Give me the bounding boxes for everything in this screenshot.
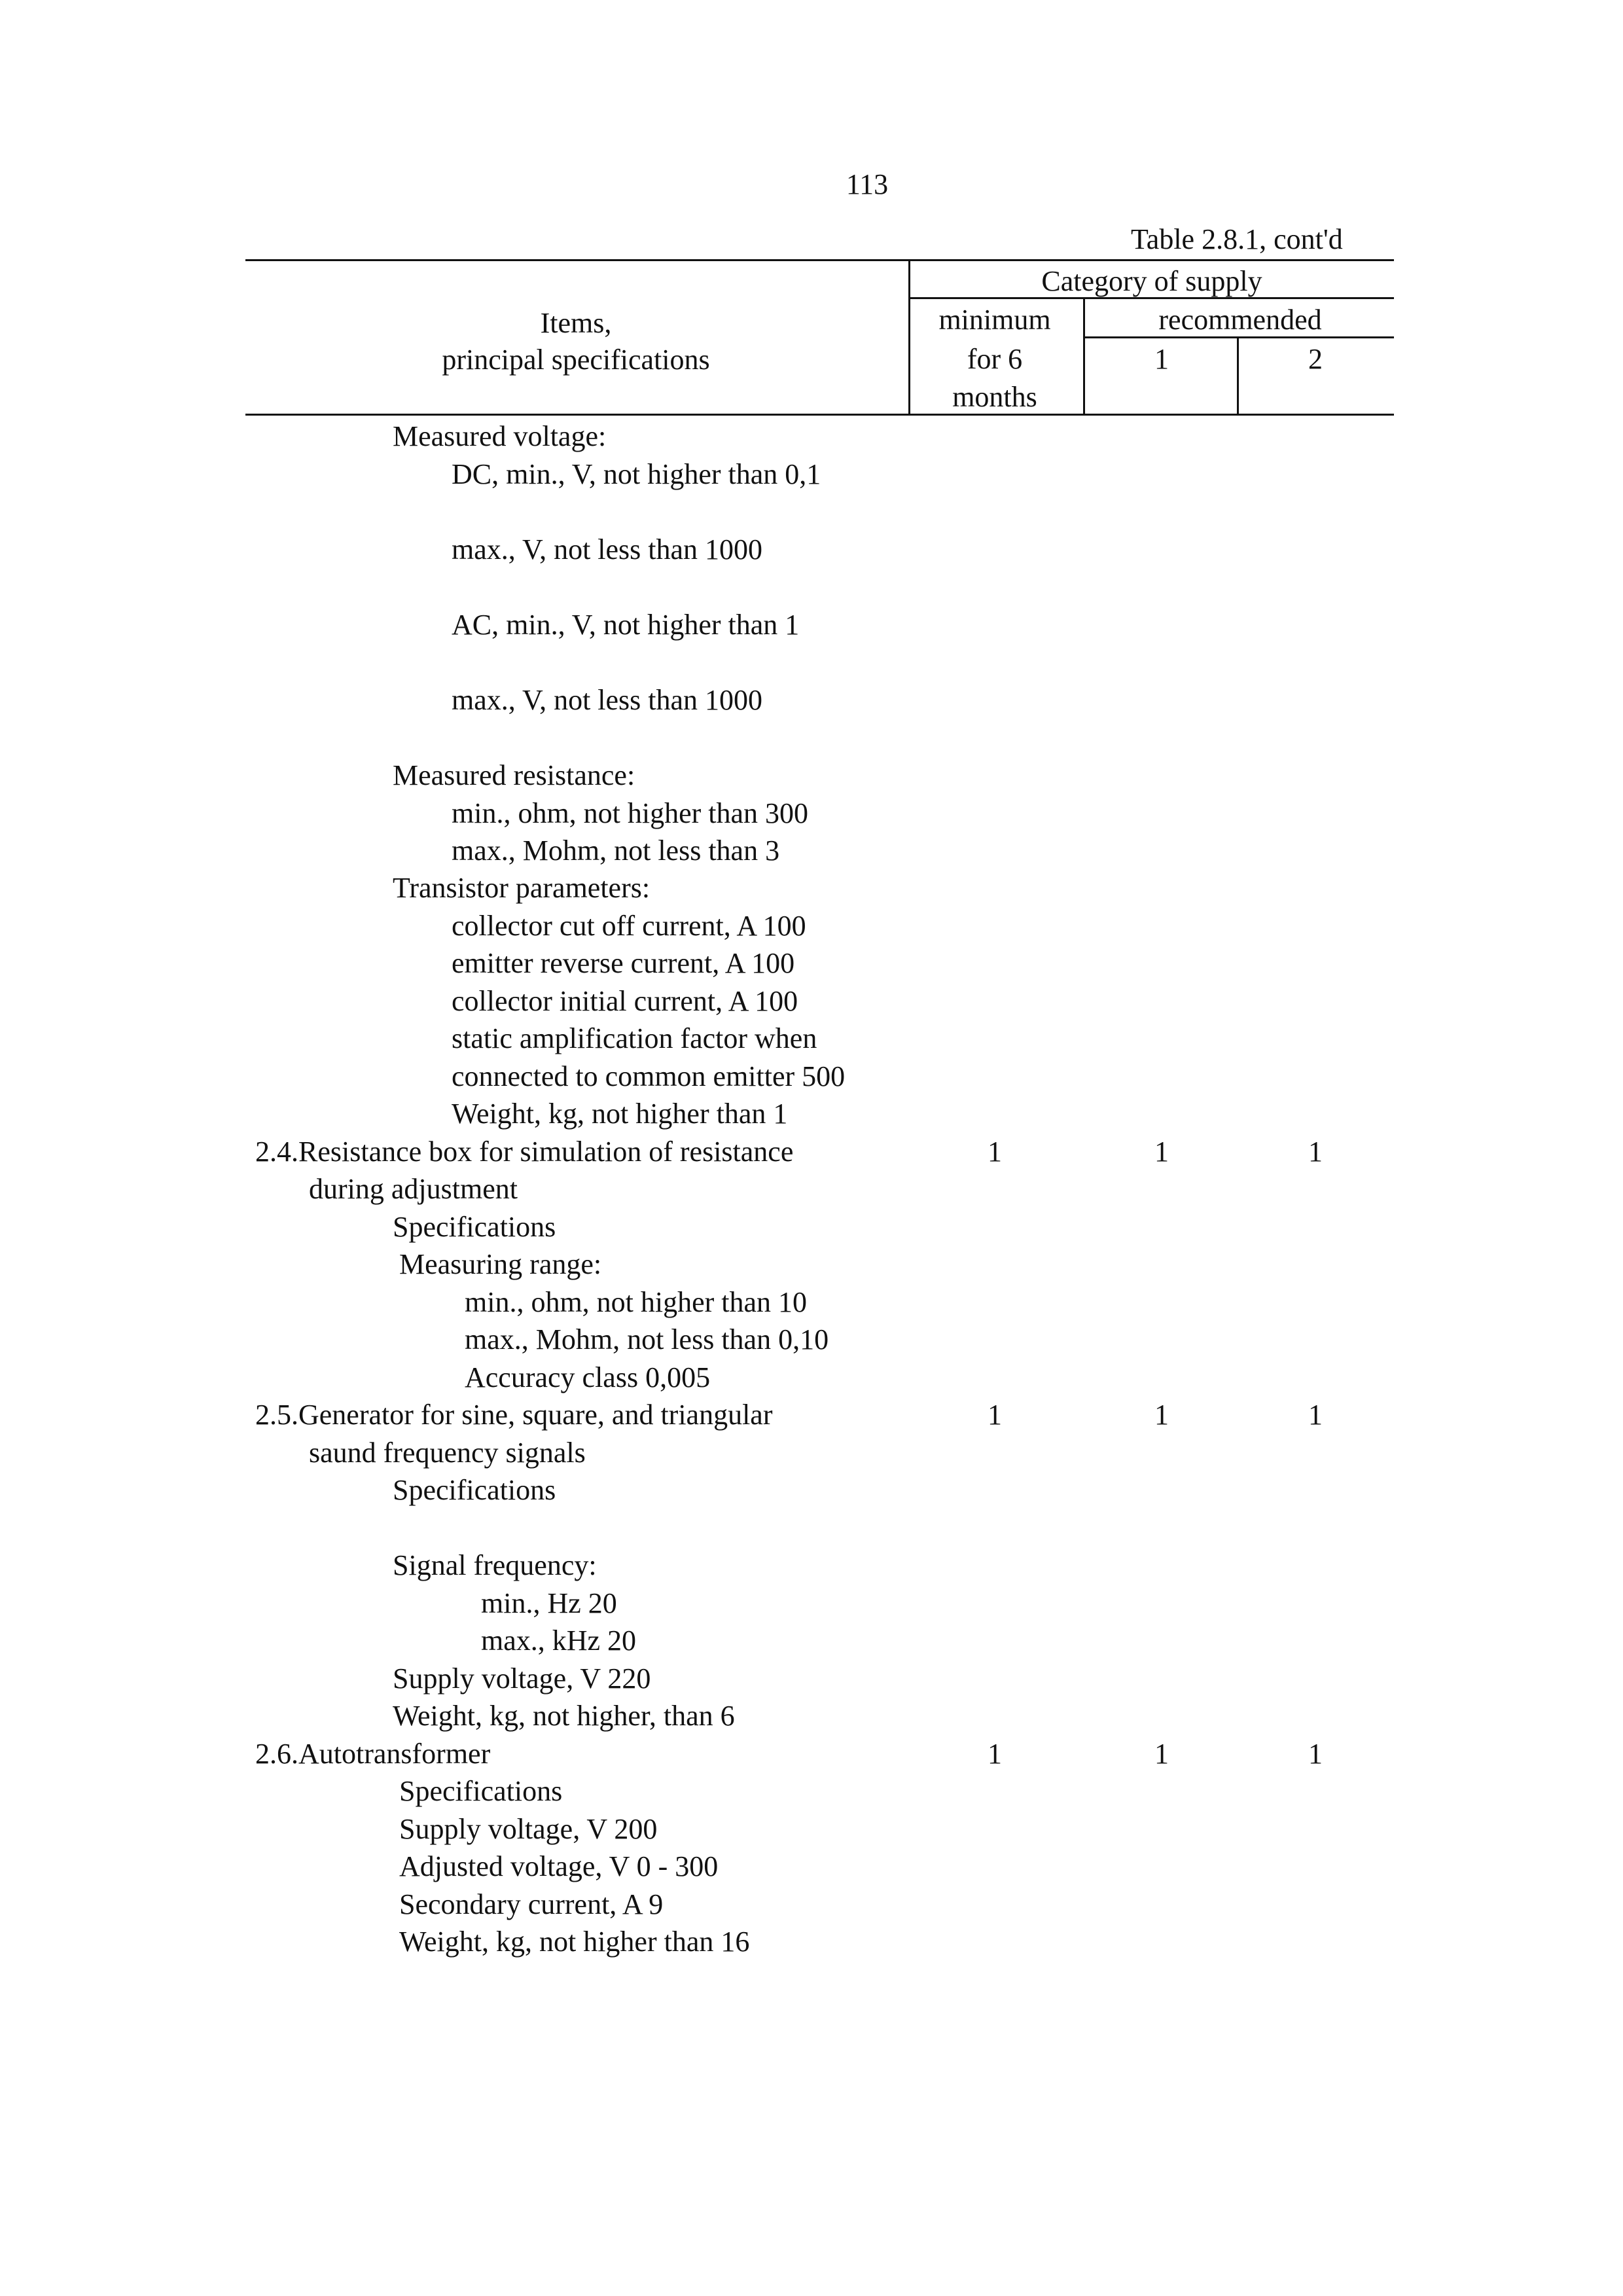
header-recommended-1: 1 — [1154, 343, 1169, 375]
category-rule — [908, 297, 1394, 299]
item-title-continued: during adjustment — [309, 1173, 518, 1205]
spec-line: static amplification factor when — [452, 1022, 817, 1054]
spec-line: min., Hz 20 — [481, 1587, 617, 1619]
spec-line: collector cut off current, A 100 — [452, 910, 806, 942]
section-label: Specifications — [399, 1775, 563, 1807]
minimum-column-divider — [1083, 297, 1085, 414]
header-minimum-line1: minimum — [938, 304, 1051, 336]
spec-line: AC, min., V, not higher than 1 — [452, 609, 800, 641]
spec-line: max., V, not less than 1000 — [452, 533, 763, 565]
spec-line: min., ohm, not higher than 300 — [452, 797, 809, 829]
table-caption: Table 2.8.1, cont'd — [1131, 223, 1343, 255]
spec-line: Adjusted voltage, V 0 - 300 — [399, 1850, 719, 1882]
spec-line: emitter reverse current, A 100 — [452, 947, 795, 979]
section-label: Specifications — [393, 1474, 556, 1506]
section-label: Measured resistance: — [393, 759, 635, 791]
spec-line: connected to common emitter 500 — [452, 1060, 846, 1092]
spec-line: max., V, not less than 1000 — [452, 684, 763, 716]
qty-recommended-1: 1 — [1154, 1136, 1169, 1168]
recommended-subcolumn-divider — [1237, 336, 1239, 414]
item-title: 2.6.Autotransformer — [255, 1738, 491, 1770]
item-title-continued: saund frequency signals — [309, 1437, 586, 1469]
page-number: 113 — [846, 168, 889, 200]
table-top-rule — [245, 259, 1394, 261]
qty-minimum: 1 — [988, 1738, 1002, 1770]
spec-line: max., Mohm, not less than 3 — [452, 834, 780, 867]
qty-minimum: 1 — [988, 1136, 1002, 1168]
qty-recommended-1: 1 — [1154, 1399, 1169, 1431]
header-items-line2: principal specifications — [442, 344, 710, 376]
section-label: Transistor parameters: — [393, 872, 651, 904]
spec-line: Weight, kg, not higher, than 6 — [393, 1700, 735, 1732]
header-items-line1: Items, — [540, 307, 612, 339]
item-title: 2.5.Generator for sine, square, and triangular — [255, 1399, 773, 1431]
qty-recommended-2: 1 — [1308, 1136, 1323, 1168]
qty-recommended-2: 1 — [1308, 1399, 1323, 1431]
section-label: Signal frequency: — [393, 1549, 597, 1581]
header-recommended: recommended — [1158, 304, 1322, 336]
spec-line: Secondary current, A 9 — [399, 1888, 664, 1920]
spec-line: max., kHz 20 — [481, 1624, 637, 1657]
spec-line: DC, min., V, not higher than 0,1 — [452, 458, 821, 490]
section-label: Specifications — [393, 1211, 556, 1243]
section-label: Measuring range: — [399, 1248, 602, 1280]
spec-line: Accuracy class 0,005 — [465, 1361, 711, 1393]
spec-line: Weight, kg, not higher than 1 — [452, 1098, 788, 1130]
items-column-divider — [908, 259, 910, 414]
header-category: Category of supply — [1041, 265, 1262, 297]
header-recommended-2: 2 — [1308, 343, 1323, 375]
spec-line: max., Mohm, not less than 0,10 — [465, 1323, 829, 1355]
spec-line: collector initial current, A 100 — [452, 985, 798, 1017]
spec-line: Weight, kg, not higher than 16 — [399, 1926, 750, 1958]
qty-recommended-1: 1 — [1154, 1738, 1169, 1770]
spec-line: Supply voltage, V 200 — [399, 1813, 658, 1845]
section-label: Measured voltage: — [393, 420, 607, 452]
spec-line: min., ohm, not higher than 10 — [465, 1286, 808, 1318]
header-minimum-line2: for 6 — [967, 343, 1023, 375]
table-header-bottom-rule — [245, 414, 1394, 416]
spec-line: Supply voltage, V 220 — [393, 1662, 651, 1695]
qty-recommended-2: 1 — [1308, 1738, 1323, 1770]
item-title: 2.4.Resistance box for simulation of resistance — [255, 1136, 794, 1168]
qty-minimum: 1 — [988, 1399, 1002, 1431]
header-minimum-line3: months — [952, 381, 1037, 413]
